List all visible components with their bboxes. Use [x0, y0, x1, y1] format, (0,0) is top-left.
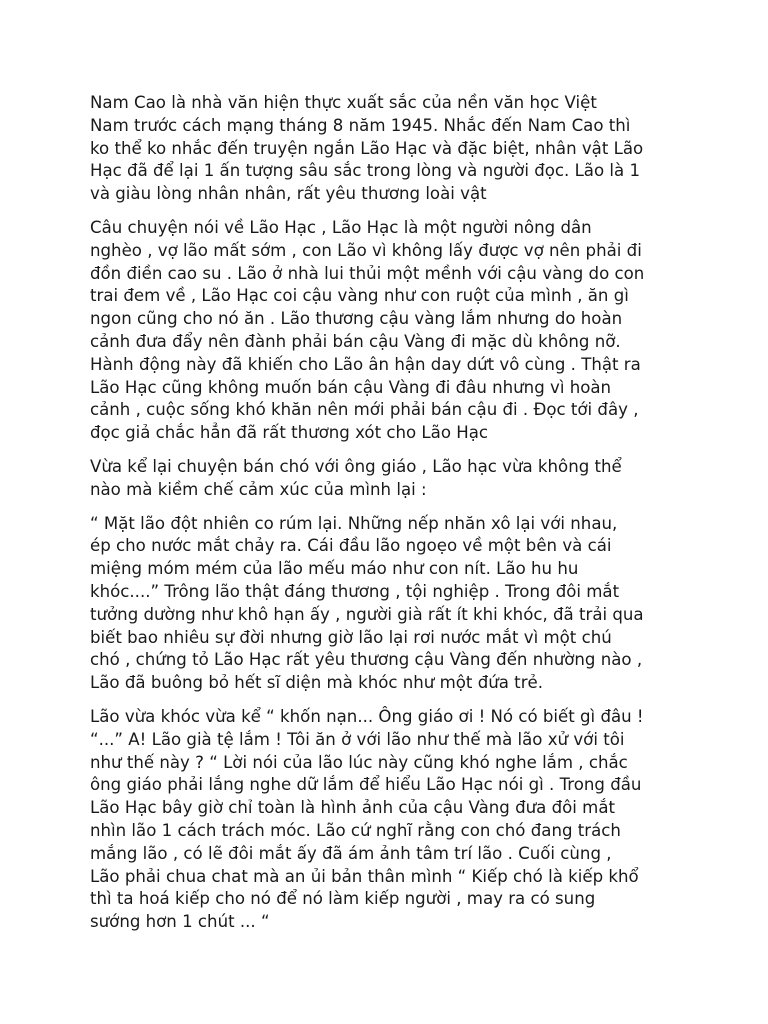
- document-page: [90, 92, 690, 945]
- paragraph-story-summary: Câu chuyện nói về Lão Hạc , Lão Hạc là một người nông dân nghèo , vợ lão mất sớm , con Lão vì không lấy được vợ nên phải đi đồn điền cao su . Lão ở nhà lui thủi một mềnh với cậu vàng do con trai đem về , Lão Hạc coi cậu vàng như con ruột của mình , ăn gì ngon cũng cho nó ăn . Lão thương cậu vàng lắm nhưng do hoàn cảnh đưa đẩy nên đành phải bán cậu Vàng đi mặc dù không nỡ. Hành động này đã khiến cho Lão ân hận day dứt vô cùng . Thật ra Lão Hạc cũng không muốn bán cậu Vàng đi đâu nhưng vì hoàn cảnh , cuộc sống khó khăn nên mới phải bán cậu đi . Đọc tới đây , đọc giả chắc hẳn đã rất thương xót cho Lão Hạc: [90, 217, 645, 443]
- paragraph-conclusion: Lão vừa khóc vừa kể “ khốn nạn... Ông giáo ơi ! Nó có biết gì đâu ! “...” A! Lão già tệ lắm ! Tôi ăn ở với lão như thế mà lão xử với tôi như thế này ? “ Lời nói của lão lúc này cũng khó nghe lắm , chắc ông giáo phải lắng nghe dữ lắm để hiểu Lão Hạc nói gì . Trong đầu Lão Hạc bây giờ chỉ toàn là hình ảnh của cậu Vàng đưa đôi mắt nhìn lão 1 cách trách móc. Lão cứ nghĩ rằng con chó đang trách mắng lão , có lẽ đôi mắt ấy đã ám ảnh tâm trí lão . Cuối cùng , Lão phải chua chat mà an ủi bản thân mình “ Kiếp chó là kiếp khổ thì ta hoá kiếp cho nó để nó làm kiếp người , may ra có sung sướng hơn 1 chút ... “: [90, 706, 644, 932]
- paragraph-transition: Vừa kể lại chuyện bán chó với ông giáo , Lão hạc vừa không thể nào mà kiềm chế cảm xúc của mình lại :: [90, 456, 622, 499]
- paragraph-intro: Nam Cao là nhà văn hiện thực xuất sắc của nền văn học Việt Nam trước cách mạng tháng 8 năm 1945. Nhắc đến Nam Cao thì ko thể ko nhắc đến truyện ngắn Lão Hạc và đặc biệt, nhân vật Lão Hạc đã để lại 1 ấn tượng sâu sắc trong lòng và người đọc. Lão là 1 và giàu lòng nhân nhân, rất yêu thương loài vật: [90, 93, 644, 204]
- paragraph-quote-analysis: “ Mặt lão đột nhiên co rúm lại. Những nếp nhăn xô lại với nhau, ép cho nước mắt chảy ra. Cái đầu lão ngoẹo về một bên và cái miệng móm mém của lão mếu máo như con nít. Lão hu hu khóc....” Trông lão thật đáng thương , tội nghiệp . Trong đôi mắt tưởng dường như khô hạn ấy , người già rất ít khi khóc, đã trải qua biết bao nhiêu sự đời nhưng giờ lão lại rơi nước mắt vì một chú chó , chứng tỏ Lão Hạc rất yêu thương cậu Vàng đến nhường nào , Lão đã buông bỏ hết sĩ diện mà khóc như một đứa trẻ.: [90, 513, 644, 693]
